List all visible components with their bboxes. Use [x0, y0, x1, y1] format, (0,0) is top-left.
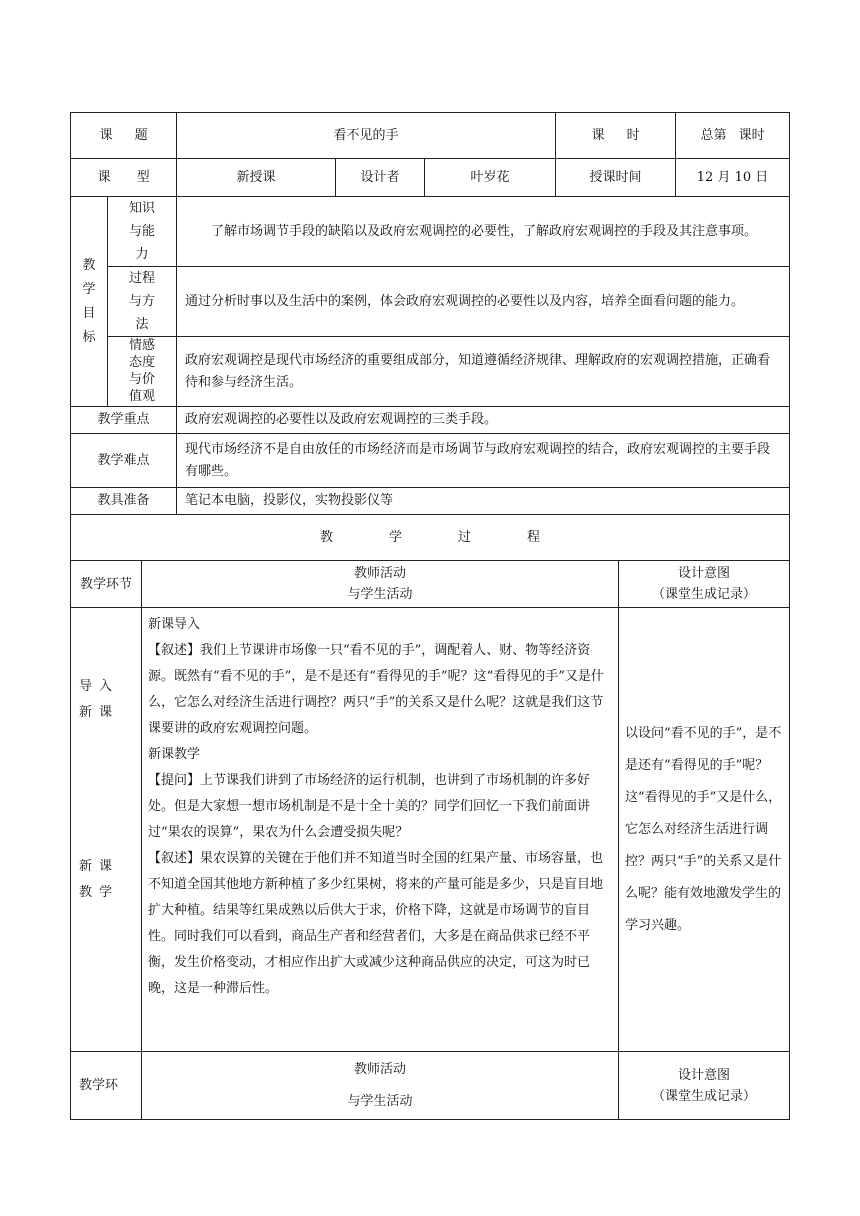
activity-cell: [142, 608, 619, 1052]
objective-label-text: 知识与能力: [128, 201, 155, 262]
designer-value: 叶岁花: [425, 159, 556, 197]
col-activity-header-line2: 与学生活动: [347, 587, 413, 602]
objective-text-emotion: 政府宏观调控是现代市场经济的重要组成部分，知道遵循经济规律、理解政府的宏观调控措施，正确看待和参与经济生活。: [177, 337, 790, 407]
process-table: [70, 560, 790, 1120]
objective-text-knowledge: 了解市场调节手段的缺陷以及政府宏观调控的必要性，了解政府宏观调控的手段及其注意事项。: [177, 197, 790, 267]
section-intro-heading: 新课导入: [148, 617, 201, 632]
col-intent-header-line2: （课堂生成记录）: [651, 587, 756, 602]
footer-intent: [619, 1052, 790, 1120]
process-title-text: 教学过程: [320, 529, 597, 545]
intent-cell: 以设问“看不见的手”，是不是还有“看得见的手”呢？这“看得见的手”又是什么，它怎么对经济生活进行调控？两只“手”的关系又是什么呢？能有效地激发学生的学习兴趣。: [619, 608, 790, 1052]
focus-text: 政府宏观调控的必要性以及政府宏观调控的三类手段。: [177, 407, 790, 434]
objective-label-knowledge: [108, 197, 177, 267]
footer-intent-line1: 设计意图: [677, 1067, 730, 1083]
col-intent-header-line1: 设计意图: [677, 566, 730, 581]
objectives-label: [71, 197, 108, 407]
lesson-title: 看不见的手: [177, 113, 556, 159]
section-new-heading: 新课教学: [148, 747, 201, 762]
focus-label: 教学重点: [71, 407, 177, 434]
footer-activity-line1: 教师活动: [353, 1061, 406, 1077]
hours-value: 总第 课时: [676, 113, 790, 159]
narration-intro: 【叙述】我们上节课讲市场像一只“看不见的手”，调配着人、财、物等经济资源。既然有“看不见的手”，是不是还有“看得见的手”呢？这“看得见的手”又是什么，它怎么对经济生活进行调控？两只“手”的关系又是什么呢？这就是我们这节课要讲的政府宏观调控问题。: [148, 643, 604, 736]
time-label: 授课时间: [556, 159, 676, 197]
difficulty-text: 现代市场经济不是自由放任的市场经济而是市场调节与政府宏观调控的结合，政府宏观调控的主要手段有哪些。: [177, 434, 790, 488]
lesson-plan: [70, 112, 789, 1120]
designer-label: 设计者: [336, 159, 425, 197]
objectives-label-text: 教学目标: [82, 257, 96, 345]
footer-activity: [142, 1052, 619, 1120]
phase-new: [71, 854, 141, 906]
phase-intro: [71, 674, 141, 726]
col-activity-header: [142, 561, 619, 608]
col-activity-header-line1: 教师活动: [353, 566, 406, 581]
tools-text: 笔记本电脑，投影仪，实物投影仪等: [177, 488, 790, 515]
phase-intro-text: 导入新课: [79, 679, 120, 720]
objective-label-process: [108, 267, 177, 337]
difficulty-label: 教学难点: [71, 434, 177, 488]
phase-new-text: 新课教学: [79, 859, 120, 900]
narration-paragraph: 【叙述】果农误算的关键在于他们并不知道当时全国的红果产量、市场容量，也不知道全国其他地方新种植了多少红果树，将来的产量可能是多少，只是盲目地扩大种植。结果等红果成熟以后供大于求，价格下降，这就是市场调节的盲目性。同时我们可以看到，商品生产者和经营者们，大多是在商品供求已经不平衡，发生价格变动，才相应作出扩大或减少这种商品供应的决定，可这为时已晚，这是一种滞后性。: [148, 851, 604, 996]
hours-label: 课 时: [556, 113, 676, 159]
phase-cell: [71, 608, 142, 1052]
col-phase-header: [71, 561, 142, 608]
objective-label-text: 过程与方法: [128, 271, 155, 332]
time-value: 12 月 10 日: [676, 159, 790, 197]
tools-label: 教具准备: [71, 488, 177, 515]
lesson-info-table: [70, 112, 790, 561]
type-label: 课 型: [71, 159, 177, 197]
col-intent-header: [619, 561, 790, 608]
objective-label-emotion: [108, 337, 177, 407]
process-title: [71, 515, 790, 561]
footer-intent-line2: （课堂生成记录）: [651, 1088, 756, 1104]
type-value: 新授课: [177, 159, 336, 197]
objective-text-process: 通过分析时事以及生活中的案例，体会政府宏观调控的必要性以及内容，培养全面看问题的能力。: [177, 267, 790, 337]
footer-activity-line2: 与学生活动: [347, 1093, 413, 1109]
col-phase-header-text: 教学环节: [80, 576, 133, 592]
footer-phase: 教学环: [71, 1052, 142, 1120]
lesson-label: 课 题: [71, 113, 177, 159]
question-paragraph: 【提问】上节课我们讲到了市场经济的运行机制，也讲到了市场机制的许多好处。但是大家想一想市场机制是不是十全十美的？同学们回忆一下我们前面讲过“果农的误算”，果农为什么会遭受损失呢？: [148, 773, 591, 840]
objective-label-text: 情感态度与价值观: [128, 338, 155, 404]
